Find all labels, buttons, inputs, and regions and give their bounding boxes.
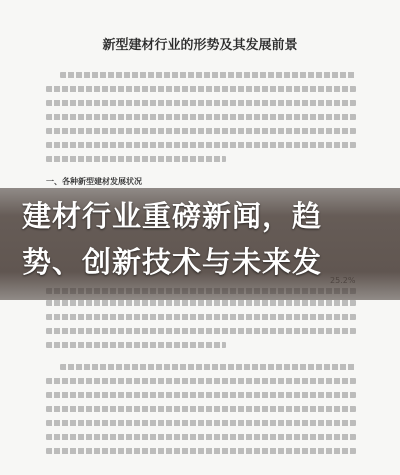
text-line [46, 392, 356, 398]
text-line [46, 142, 356, 148]
text-line [46, 314, 356, 320]
section-heading: 一、各种新型建材发展状况 [46, 176, 142, 186]
text-line [46, 156, 226, 162]
text-line [46, 406, 356, 412]
text-line [46, 128, 356, 134]
document-title: 新型建材行业的形势及其发展前景 [102, 38, 298, 53]
text-line [46, 100, 356, 106]
text-line [46, 378, 356, 384]
text-line [60, 72, 356, 78]
headline-line-2: 势、创新技术与未来发 [22, 245, 323, 279]
text-line [60, 364, 356, 370]
text-line [46, 434, 356, 440]
text-line [46, 300, 356, 306]
text-line [46, 328, 356, 334]
headline-line-1: 建材行业重磅新闻，趋 [22, 199, 323, 233]
text-line [46, 342, 226, 348]
text-line [46, 86, 356, 92]
text-line [46, 420, 356, 426]
text-line [46, 448, 356, 454]
text-line [46, 114, 356, 120]
